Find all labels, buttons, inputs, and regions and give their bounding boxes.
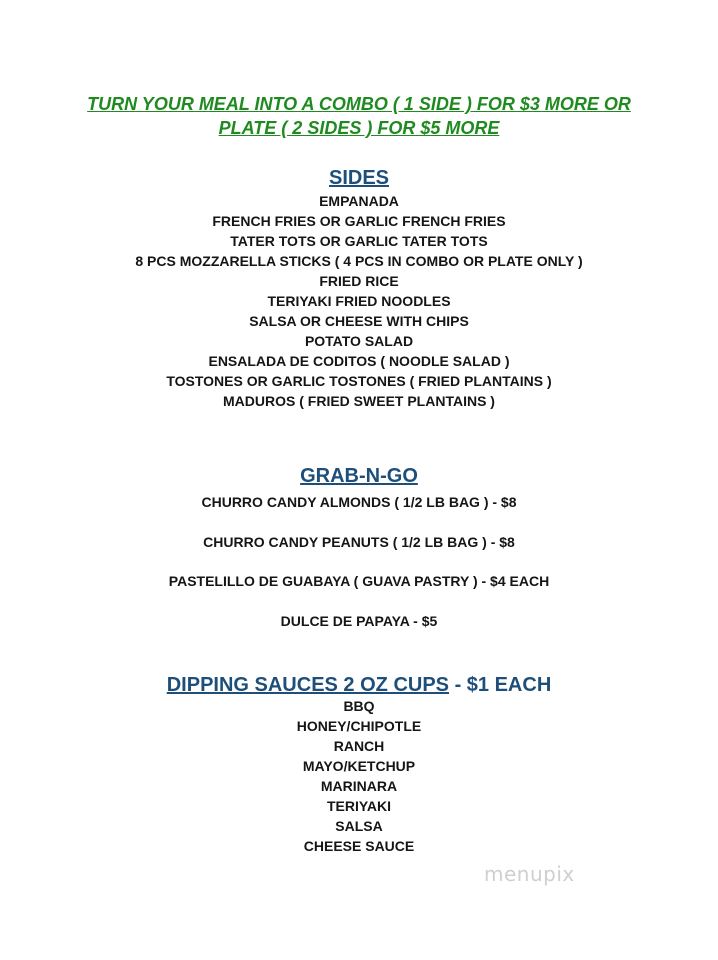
list-item: SALSA — [335, 818, 383, 834]
list-item: EMPANADA — [319, 193, 399, 209]
list-item: PASTELILLO DE GUABAYA ( GUAVA PASTRY ) - $4 EACH — [168, 573, 550, 589]
dipping-sauces-title: DIPPING SAUCES 2 OZ CUPS — [166, 674, 450, 696]
dipping-sauces-price: - $1 EACH — [449, 674, 552, 696]
list-item: MADUROS ( FRIED SWEET PLANTAINS ) — [223, 393, 495, 409]
list-item: TERIYAKI — [326, 798, 392, 814]
list-item: MAYO/KETCHUP — [302, 758, 416, 774]
list-item: ENSALADA DE CODITOS ( NOODLE SALAD ) — [208, 353, 510, 369]
list-item: CHURRO CANDY PEANUTS ( 1/2 LB BAG ) - $8 — [203, 534, 515, 550]
sides-list — [0, 191, 718, 411]
dipping-sauces-heading — [0, 673, 718, 697]
sides-heading — [0, 166, 718, 190]
list-item: FRIED RICE — [319, 273, 399, 289]
watermark: menupix — [484, 862, 575, 886]
list-item: CHURRO CANDY ALMONDS ( 1/2 LB BAG ) - $8 — [201, 494, 517, 510]
list-item: POTATO SALAD — [304, 333, 414, 349]
list-item: MARINARA — [320, 778, 398, 794]
list-item: TATER TOTS OR GARLIC TATER TOTS — [230, 233, 488, 249]
list-item: FRENCH FRIES OR GARLIC FRENCH FRIES — [212, 213, 506, 229]
combo-offer-line-2: PLATE ( 2 SIDES ) FOR $5 MORE — [218, 118, 500, 138]
list-item: HONEY/CHIPOTLE — [296, 718, 422, 734]
list-item: TOSTONES OR GARLIC TOSTONES ( FRIED PLANTAINS ) — [166, 373, 552, 389]
list-item: SALSA OR CHEESE WITH CHIPS — [249, 313, 469, 329]
list-item: TERIYAKI FRIED NOODLES — [267, 293, 451, 309]
list-item: DULCE DE PAPAYA - $5 — [280, 613, 438, 629]
list-item: BBQ — [343, 698, 375, 714]
sides-title: SIDES — [328, 167, 390, 189]
grab-n-go-heading — [0, 464, 718, 488]
list-item: RANCH — [333, 738, 385, 754]
combo-offer-line-1: TURN YOUR MEAL INTO A COMBO ( 1 SIDE ) FOR $3 MORE OR — [87, 94, 631, 114]
grab-n-go-title: GRAB-N-GO — [300, 465, 418, 487]
list-item: 8 PCS MOZZARELLA STICKS ( 4 PCS IN COMBO OR PLATE ONLY ) — [135, 253, 583, 269]
list-item: CHEESE SAUCE — [303, 838, 415, 854]
sauces-list — [0, 696, 718, 856]
